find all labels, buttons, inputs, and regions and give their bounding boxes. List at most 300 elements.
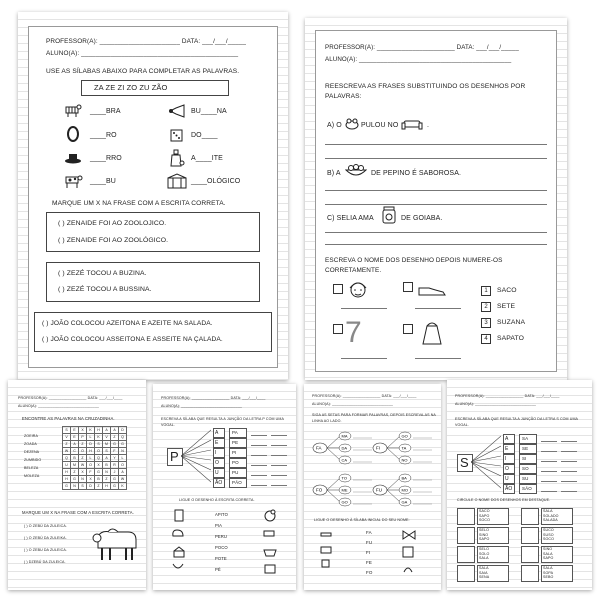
grid-cell[interactable]: Z	[79, 455, 87, 462]
answer-line-b1[interactable]	[325, 190, 547, 191]
grid-cell[interactable]: F	[87, 469, 95, 476]
grid-cell[interactable]: O	[79, 448, 87, 455]
worksheet-z-syllables	[18, 12, 288, 380]
professor-field: PROFESSOR(A): __________________ DATA: ___/___/____	[18, 396, 123, 400]
well-icon	[173, 546, 185, 558]
option-number-4: 4	[481, 334, 491, 344]
answer-line[interactable]	[541, 461, 557, 462]
answer-line[interactable]	[561, 451, 577, 452]
answer-line[interactable]	[251, 445, 267, 446]
vowel-label: ÃO	[505, 486, 513, 492]
answer-line[interactable]	[541, 441, 557, 442]
vowel-label: E	[215, 440, 219, 446]
vowel-label: I	[505, 456, 507, 462]
option-2a[interactable]: ( ) ZEZÉ TOCOU A BUZINA.	[58, 270, 147, 277]
choice-word[interactable]: SOPA	[543, 570, 554, 575]
choice-word[interactable]: SOLO	[479, 551, 490, 556]
answer-line-c2[interactable]	[325, 244, 547, 245]
option-2b[interactable]: ( ) ZEZÉ TOCOU A BUSSINA.	[58, 286, 152, 293]
option-group-3	[34, 312, 272, 352]
choice-word[interactable]: SUSO	[543, 532, 554, 537]
answer-line-a1[interactable]	[325, 144, 547, 145]
syllable-label: SE	[522, 446, 529, 451]
aluno-field: ALUNO(A): _____________________________	[455, 402, 537, 406]
arrow-line	[327, 478, 340, 490]
connector-lines	[181, 428, 211, 488]
answer-line[interactable]	[251, 465, 267, 466]
vowel-label: U	[505, 476, 509, 482]
grid-cell[interactable]: O	[95, 448, 103, 455]
grid-cell[interactable]: A	[103, 427, 111, 434]
instruction-complete-words: USE AS SÍLABAS ABAIXO PARA COMPLETAR AS PALAVRAS.	[46, 68, 240, 75]
grid-cell[interactable]: L	[87, 434, 95, 441]
stove-icon	[402, 546, 414, 558]
grid-cell[interactable]: B	[95, 476, 103, 483]
answer-line[interactable]	[251, 475, 267, 476]
choice-word[interactable]: SINO	[543, 547, 553, 551]
smoke-icon	[402, 562, 414, 574]
answer-line[interactable]	[561, 491, 577, 492]
pot-icon	[263, 562, 277, 574]
instruction-mark-correct: MARQUE UM X NA FRASE COM A ESCRITA CORRETA.	[52, 200, 226, 207]
arrow-line	[387, 448, 400, 460]
grid-cell[interactable]: O	[87, 462, 95, 469]
picture-frame	[457, 546, 475, 563]
word-1: ZOEIRA	[24, 434, 38, 438]
grid-row	[63, 455, 127, 462]
zero-icon	[66, 126, 80, 142]
professor-field: PROFESSOR(A): __________________ DATA: ___/___/____	[455, 394, 560, 398]
grid-cell[interactable]: Q	[63, 455, 71, 462]
answer-line[interactable]	[561, 441, 577, 442]
leaf-label: ME	[341, 487, 348, 493]
foot-icon	[171, 528, 185, 538]
syllable-option[interactable]: FI	[366, 550, 371, 555]
grid-cell[interactable]: C	[71, 448, 79, 455]
choice-word[interactable]: SINO	[479, 532, 489, 537]
arrow-line	[327, 436, 340, 448]
name-line-1[interactable]	[341, 308, 387, 309]
syllable-label: PE	[232, 440, 239, 445]
leaf-label: DA	[341, 445, 348, 451]
grid-cell[interactable]: H	[87, 448, 95, 455]
choice-word[interactable]: SOCO	[543, 537, 554, 541]
grid-cell[interactable]: P	[79, 434, 87, 441]
grid-cell[interactable]: K	[119, 483, 127, 490]
answer-line[interactable]	[251, 455, 267, 456]
grid-cell[interactable]: X	[87, 476, 95, 483]
aluno-field: ALUNO(A): _____________________________	[18, 404, 100, 408]
grid-cell[interactable]: Z	[111, 434, 119, 441]
answer-line[interactable]	[251, 485, 267, 486]
syllable-label: PÃO	[232, 480, 242, 485]
vowel-label: E	[505, 446, 509, 452]
word-blank-6: DO____	[191, 132, 218, 139]
worksheet-rewrite-sentences	[305, 18, 567, 380]
grid-cell[interactable]: A	[119, 469, 127, 476]
hub-label: FA	[316, 445, 322, 451]
option-3[interactable]: ( ) O ZEBU DA ZULEICA.	[24, 548, 67, 552]
word-option[interactable]: POCO	[215, 545, 228, 550]
grid-cell[interactable]: G	[119, 441, 127, 448]
grid-cell[interactable]: S	[103, 448, 111, 455]
professor-field: PROFESSOR(A): __________________ DATA: ___/___/____	[312, 394, 417, 398]
grid-cell[interactable]: S	[63, 427, 71, 434]
word-blank-3: ____RRO	[90, 155, 122, 162]
name-line-2[interactable]	[415, 308, 461, 309]
instruction-mark-correct: MARQUE UM X NA FRASE COM A ESCRITA CORRETA.	[22, 510, 134, 515]
grid-cell[interactable]: D	[87, 483, 95, 490]
syllable-label: SU	[522, 476, 529, 481]
arrow-line	[387, 490, 400, 502]
grid-cell[interactable]: Z	[95, 483, 103, 490]
word-blank-4: ____BU	[90, 178, 116, 185]
word-blank-2: ____RO	[90, 132, 117, 139]
arrow-line	[387, 436, 400, 448]
grid-cell[interactable]: W	[119, 476, 127, 483]
choice-word[interactable]: SALADA	[543, 518, 558, 522]
pipe-icon	[171, 562, 185, 572]
sentence-b-prefix: B) A	[327, 170, 341, 177]
option-4[interactable]: ( ) DZEBÚ DA ZULEICA.	[24, 560, 66, 564]
picture-frame	[521, 546, 539, 563]
word-6: MOLEZA	[24, 474, 40, 478]
hub-label: FU	[376, 487, 382, 493]
sentence-b-end: DE PEPINO É SABOROSA.	[371, 170, 462, 177]
name-line-3[interactable]	[341, 358, 387, 359]
grid-cell[interactable]: W	[63, 448, 71, 455]
instruction-name-drawings: ESCREVA O NOME DOS DESENHO DEPOIS NUMERE-OS CORRETAMENTE.	[325, 257, 503, 274]
syllable-label: PI	[232, 450, 237, 455]
arrow-line	[387, 478, 400, 490]
leaf-label: TO	[341, 475, 347, 481]
cup-icon	[320, 558, 332, 568]
choice-word[interactable]: SALA	[543, 509, 553, 513]
seven-drawing: 7	[345, 316, 362, 349]
grid-cell[interactable]: G	[63, 483, 71, 490]
word-blank-5: BU____NA	[191, 108, 227, 115]
grid-cell[interactable]: N	[71, 483, 79, 490]
answer-line[interactable]	[271, 445, 287, 446]
option-3a[interactable]: ( ) JOÃO COLOCOU AZEITONA E AZEITE NA SALADA.	[42, 320, 213, 327]
instruction-circle-names: CIRCULE O NOME DOS DESENHOS EM DESTAQUE.	[457, 498, 551, 502]
grid-cell[interactable]: N	[79, 476, 87, 483]
cow-icon	[63, 174, 83, 189]
zoo-icon	[166, 173, 188, 189]
syllable-label: SO	[522, 466, 529, 471]
word-blank-1: ____BRA	[90, 108, 121, 115]
syllable-label: PU	[232, 470, 239, 475]
instruction-syllable-s: ESCREVA A SÍLABA QUE RESULTA A JUNÇÃO DA LETRA S COM UMA VOGAL.	[455, 417, 578, 427]
jam-jar-icon	[381, 206, 397, 224]
answer-line[interactable]	[541, 471, 557, 472]
choice-word[interactable]: SEBO	[543, 575, 554, 579]
grid-cell[interactable]: Q	[119, 434, 127, 441]
professor-field: PROFESSOR(A): __________________ DATA: ___/___/____	[161, 396, 266, 400]
choice-word[interactable]: SALA	[479, 556, 489, 560]
letter-p: P	[170, 449, 179, 464]
grid-cell[interactable]: V	[63, 434, 71, 441]
grid-cell[interactable]: E	[71, 427, 79, 434]
grid-cell[interactable]: K	[87, 427, 95, 434]
option-label-2: SETE	[497, 303, 516, 310]
answer-line[interactable]	[541, 481, 557, 482]
option-label-4: SAPATO	[497, 335, 525, 342]
choice-word[interactable]: SAIA	[479, 570, 488, 575]
grid-cell[interactable]: L	[87, 455, 95, 462]
grid-cell[interactable]: B	[103, 462, 111, 469]
bow-icon	[402, 530, 416, 540]
grid-cell[interactable]: E	[71, 434, 79, 441]
answer-line[interactable]	[561, 481, 577, 482]
grid-cell[interactable]: N	[103, 469, 111, 476]
word-search-grid[interactable]	[62, 426, 127, 490]
horn-icon	[168, 104, 186, 118]
syllables-list: ZA ZE ZI ZO ZU ZÃO	[94, 83, 168, 92]
number-box-3[interactable]	[333, 324, 343, 334]
leaf-label: NO	[401, 457, 408, 463]
picture-frame	[457, 565, 475, 582]
grid-cell[interactable]: X	[79, 427, 87, 434]
answer-line[interactable]	[271, 455, 287, 456]
grid-cell[interactable]: D	[119, 427, 127, 434]
vowel-label: O	[505, 466, 509, 472]
grid-cell[interactable]: Z	[63, 441, 71, 448]
grid-cell[interactable]: Z	[79, 441, 87, 448]
grid-cell[interactable]: X	[79, 469, 87, 476]
picture-frame	[521, 508, 539, 525]
turkey-icon	[263, 508, 277, 522]
olive-oil-icon	[169, 149, 185, 167]
grid-row	[63, 476, 127, 483]
aluno-field: ALUNO(A): ___________________________________________	[46, 50, 239, 57]
grid-row	[63, 448, 127, 455]
grid-cell[interactable]: H	[95, 427, 103, 434]
zebra-icon	[64, 104, 82, 118]
grid-cell[interactable]: G	[111, 476, 119, 483]
word-5: BELEZA	[24, 466, 39, 470]
aluno-field: ALUNO(A): ___________________________________________	[325, 56, 512, 63]
hat-icon	[64, 152, 82, 164]
picture-frame	[457, 527, 475, 544]
grid-cell[interactable]: J	[111, 469, 119, 476]
worksheet-letter-s	[447, 380, 592, 590]
salad-icon	[345, 164, 367, 178]
grid-row	[63, 427, 127, 434]
answer-line[interactable]	[561, 461, 577, 462]
grid-cell[interactable]: G	[95, 469, 103, 476]
choice-word[interactable]: SALA	[543, 566, 553, 570]
arrow-line	[327, 448, 340, 460]
grid-cell[interactable]: S	[95, 441, 103, 448]
grid-cell[interactable]: H	[63, 469, 71, 476]
answer-line[interactable]	[251, 435, 267, 436]
grid-cell[interactable]: M	[71, 462, 79, 469]
grid-cell[interactable]: B	[71, 455, 79, 462]
picture-frame	[521, 565, 539, 582]
grid-cell[interactable]: A	[103, 455, 111, 462]
name-line-4[interactable]	[415, 358, 461, 359]
grid-cell[interactable]: G	[111, 441, 119, 448]
grid-cell[interactable]: H	[63, 476, 71, 483]
syllable-option[interactable]: FO	[366, 570, 373, 575]
aluno-field: ALUNO(A): _____________________________	[161, 404, 243, 408]
leaf-label: GO	[401, 433, 408, 439]
choice-word[interactable]: SELO	[479, 528, 489, 532]
grid-cell[interactable]: K	[95, 434, 103, 441]
arrow-line	[327, 490, 340, 502]
syllable-option[interactable]: FE	[366, 560, 372, 565]
grid-cell[interactable]: U	[63, 462, 71, 469]
answer-line[interactable]	[541, 451, 557, 452]
grid-cell[interactable]: G	[111, 483, 119, 490]
sentence-a-mid: PULOU NO	[361, 122, 399, 129]
choice-word[interactable]: SALA	[543, 551, 553, 556]
dice-icon	[169, 128, 185, 143]
choice-word[interactable]: SOLADO	[543, 513, 559, 518]
grid-row	[63, 469, 127, 476]
sentence-c-end: DE GOIABA.	[401, 215, 443, 222]
word-option[interactable]: PERU	[215, 534, 228, 539]
bag-icon	[421, 320, 443, 346]
option-3b[interactable]: ( ) JOÃO COLOCOU ASSEITONA E ASSEITE NA ÇALADA.	[42, 336, 223, 343]
word-2: ZOADA	[24, 442, 37, 446]
answer-line-b2[interactable]	[325, 204, 547, 205]
vowel-label: I	[215, 450, 217, 456]
grid-cell[interactable]: Z	[103, 476, 111, 483]
answer-line[interactable]	[271, 435, 287, 436]
number-box-1[interactable]	[333, 284, 343, 294]
choice-word[interactable]: SAPO	[479, 513, 490, 518]
answer-line[interactable]	[541, 491, 557, 492]
syllable-label: SÃO	[522, 486, 532, 491]
grid-cell[interactable]: N	[119, 448, 127, 455]
grid-cell[interactable]: R	[111, 462, 119, 469]
shoe-icon	[417, 282, 447, 298]
instruction-word-search: ENCONTRE AS PALAVRAS NA CRUZADINHA.	[22, 416, 115, 421]
answer-line[interactable]	[271, 475, 287, 476]
cake-icon	[320, 544, 332, 554]
grid-cell[interactable]: S	[79, 483, 87, 490]
option-1a[interactable]: ( ) ZENAIDE FOI AO ZOOLOJICO.	[58, 220, 167, 227]
word-blank-8: ____OLÓGICO	[191, 178, 241, 185]
professor-field: PROFESSOR(A): ______________________ DATA: ___/___/_____	[46, 38, 247, 45]
choice-word[interactable]: SENA	[479, 575, 490, 579]
whistle-icon	[263, 528, 277, 538]
syllable-option[interactable]: FA	[366, 530, 372, 535]
grid-cell[interactable]: H	[103, 483, 111, 490]
word-option[interactable]: POTE	[215, 556, 227, 561]
letter-s: S	[460, 455, 469, 470]
professor-field: PROFESSOR(A): ______________________ DATA: ___/___/_____	[325, 44, 519, 51]
grid-cell[interactable]: X	[95, 462, 103, 469]
grid-cell[interactable]: Q	[95, 455, 103, 462]
picture-frame	[457, 508, 475, 525]
answer-line[interactable]	[271, 465, 287, 466]
choice-word[interactable]: SOCO	[479, 518, 490, 522]
hub-label: FI	[376, 445, 380, 451]
worksheet-word-search	[8, 380, 146, 590]
grid-cell[interactable]: L	[119, 455, 127, 462]
word-blank-7: A____ITE	[191, 155, 223, 162]
choice-word[interactable]: SUCO	[543, 528, 554, 532]
vowel-label: O	[215, 460, 219, 466]
sink-icon	[263, 546, 277, 558]
option-1[interactable]: ( ) O ZEBÚ DA ZULEICA.	[24, 524, 67, 528]
worksheet-letter-p	[153, 384, 296, 590]
arrow-diagram	[306, 426, 436, 516]
sentence-a-prefix: A) O	[327, 122, 342, 129]
option-number-3: 3	[481, 318, 491, 328]
answer-line-a2[interactable]	[325, 158, 547, 159]
grid-cell[interactable]: F	[111, 448, 119, 455]
option-label-3: SUZANA	[497, 319, 526, 326]
grid-cell[interactable]: Y	[111, 455, 119, 462]
choice-word[interactable]: SAPO	[479, 537, 490, 541]
instruction-initial-syllable: LIGUE O DESENHO À SÍLABA INICIAL DO SEU NOME:	[314, 518, 410, 522]
vowel-label: U	[215, 470, 219, 476]
option-group-2	[46, 262, 260, 302]
syllable-label: PA	[232, 430, 238, 435]
leaf-label: MA	[341, 433, 348, 439]
grid-cell[interactable]: W	[79, 462, 87, 469]
choice-word[interactable]: SACO	[479, 509, 490, 513]
grid-cell[interactable]: A	[71, 441, 79, 448]
number-box-2[interactable]	[403, 282, 413, 292]
syllable-label: SA	[522, 436, 529, 441]
instruction-follow-arrows: SIGA AS SETAS PARA FORMAR PALAVRAS, DEPOIS ESCREVA-AS NA LINHA AO LADO.	[312, 413, 436, 423]
grid-cell[interactable]: A	[111, 427, 119, 434]
jar-icon	[173, 508, 185, 522]
leaf-label: CA	[341, 457, 348, 463]
answer-line[interactable]	[561, 471, 577, 472]
grid-cell[interactable]: D	[87, 441, 95, 448]
grid-cell[interactable]: O	[119, 462, 127, 469]
syllable-label: PO	[232, 460, 239, 465]
instruction-rewrite: REESCREVA AS FRASES SUBSTITUINDO OS DESENHOS POR PALAVRAS:	[325, 83, 526, 100]
choice-word[interactable]: SALA	[479, 566, 489, 570]
grid-cell[interactable]: G	[71, 476, 79, 483]
answer-line-c1[interactable]	[325, 232, 547, 233]
word-option[interactable]: PIA	[215, 523, 223, 528]
grid-cell[interactable]: M	[103, 441, 111, 448]
number-box-4[interactable]	[403, 324, 413, 334]
grid-cell[interactable]: V	[103, 434, 111, 441]
leaf-label: BA	[401, 475, 407, 481]
option-2[interactable]: ( ) O ZEBÚ DA ZULEIKA.	[24, 536, 67, 540]
aluno-field: ALUNO(A): _____________________________	[312, 402, 394, 406]
word-option[interactable]: PÉ	[215, 567, 221, 572]
grid-row	[63, 434, 127, 441]
leaf-label: MO	[401, 487, 408, 493]
leaf-label: GA	[401, 499, 408, 505]
option-1b[interactable]: ( ) ZENAIDE FOI AO ZOOLÓGICO.	[58, 237, 169, 244]
word-option[interactable]: APITO	[215, 512, 228, 517]
hub-label: FO	[316, 487, 323, 493]
girl-icon	[345, 280, 371, 302]
grid-cell[interactable]: Z	[71, 469, 79, 476]
grid-row	[63, 483, 127, 490]
grid-row	[63, 441, 127, 448]
option-number-1: 1	[481, 286, 491, 296]
worksheet-letter-f	[304, 384, 441, 590]
answer-line[interactable]	[271, 485, 287, 486]
syllable-option[interactable]: FU	[366, 540, 373, 545]
frog-icon	[345, 118, 359, 130]
choice-word[interactable]: SELO	[479, 547, 489, 551]
sofa-icon	[401, 118, 423, 130]
choice-word[interactable]: SAPO	[543, 556, 554, 560]
